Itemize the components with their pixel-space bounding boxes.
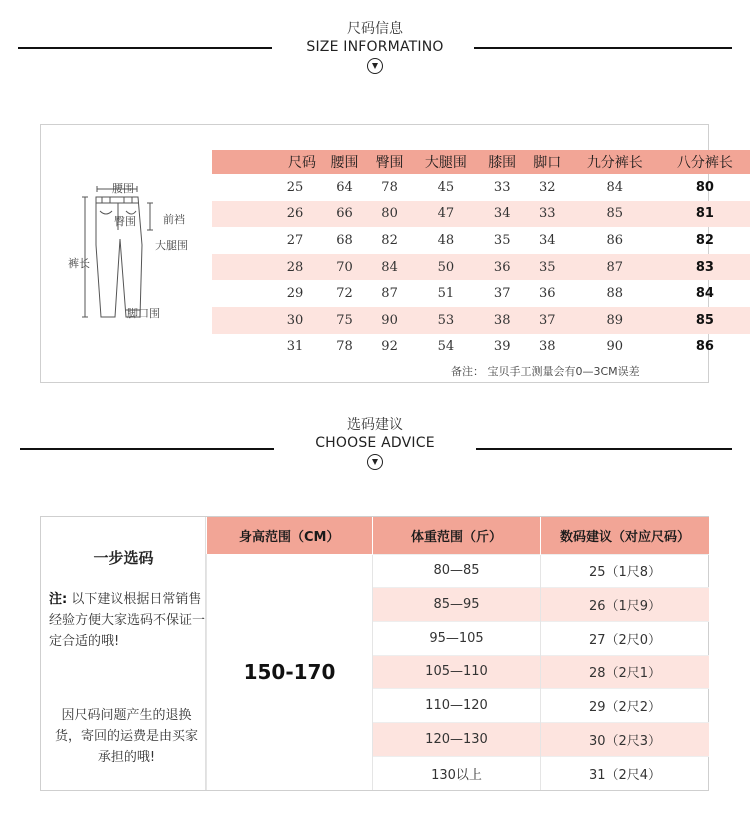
header-eighth-length: 八分裤长	[660, 150, 750, 174]
table-cell: 50	[412, 254, 480, 281]
hem-label: 脚口围	[127, 307, 160, 320]
table-cell: 48	[437, 232, 455, 248]
height-range-cell: 150-170	[207, 554, 373, 790]
size-advice-cell: 26（1尺9）	[541, 588, 710, 622]
table-cell: 81	[660, 201, 750, 228]
hip-label: 臀围	[114, 215, 136, 228]
size-table-header-row	[212, 150, 750, 174]
header-weight-range: 体重范围（斤）	[373, 517, 541, 554]
rise-label: 前裆	[163, 213, 185, 226]
advice-note	[49, 589, 209, 652]
advice-table	[206, 517, 709, 790]
weight-cell: 85—95	[373, 588, 541, 622]
table-row	[212, 334, 750, 361]
table-cell: 37	[525, 307, 570, 334]
header-size-advice: 数码建议（对应尺码）	[541, 517, 710, 554]
header-ninth-length: 九分裤长	[570, 150, 660, 174]
choose-advice-heading	[0, 416, 750, 474]
table-cell: 72	[336, 286, 353, 302]
table-cell: 35	[493, 232, 511, 248]
size-advice-cell: 29（2尺2）	[541, 689, 710, 723]
table-row	[207, 554, 710, 588]
table-row	[212, 201, 750, 228]
table-row	[212, 307, 750, 334]
size-advice-panel	[40, 516, 709, 791]
note-text: 以下建议根据日常销售经验方便大家选码不保证一定合适的哦!	[49, 592, 206, 649]
size-cell: 25	[286, 179, 304, 195]
chevron-down-icon	[367, 454, 383, 470]
table-cell: 37	[493, 286, 511, 302]
size-cell: 26	[212, 201, 322, 228]
left-rule	[20, 448, 274, 450]
right-rule	[476, 448, 732, 450]
table-cell: 33	[525, 201, 570, 228]
table-cell: 84	[606, 179, 624, 195]
size-cell: 29	[286, 286, 304, 302]
size-cell: 28	[212, 254, 322, 281]
table-row	[212, 227, 750, 254]
table-cell: 64	[336, 179, 353, 195]
weight-cell: 95—105	[373, 621, 541, 655]
table-cell: 84	[695, 286, 714, 302]
table-cell: 86	[606, 232, 624, 248]
size-info-heading	[0, 20, 750, 78]
size-cell: 31	[286, 339, 304, 355]
table-cell: 38	[480, 307, 525, 334]
size-info-title-cn: 尺码信息	[347, 21, 403, 37]
table-cell: 78	[336, 339, 353, 355]
size-cell: 30	[212, 307, 322, 334]
table-cell: 68	[336, 232, 353, 248]
table-cell: 70	[322, 254, 367, 281]
table-cell: 92	[381, 339, 398, 355]
weight-cell: 105—110	[373, 655, 541, 689]
header-hip: 臀围	[367, 150, 412, 174]
advice-header-row	[207, 517, 710, 554]
return-shipping-note: 因尺码问题产生的退换货，寄回的运费是由买家承担的哦!	[54, 708, 198, 765]
header-height-range: 身高范围（CM）	[207, 517, 373, 554]
size-advice-cell: 27（2尺0）	[541, 621, 710, 655]
table-cell: 75	[322, 307, 367, 334]
table-cell: 38	[538, 339, 556, 355]
table-cell: 86	[695, 339, 714, 355]
length-label: 裤长	[68, 257, 90, 270]
header-size: 尺码	[212, 150, 322, 174]
size-advice-cell: 31（2尺4）	[541, 756, 710, 790]
size-info-title-en: SIZE INFORMATINO	[306, 39, 444, 55]
table-cell: 82	[695, 232, 714, 248]
header-knee: 膝围	[480, 150, 525, 174]
chevron-down-icon	[367, 58, 383, 74]
table-cell: 32	[538, 179, 556, 195]
size-advice-cell: 25（1尺8）	[541, 554, 710, 588]
advice-title-en: CHOOSE ADVICE	[315, 435, 435, 451]
size-advice-cell: 28（2尺1）	[541, 655, 710, 689]
table-cell: 54	[437, 339, 455, 355]
header-thigh: 大腿围	[412, 150, 480, 174]
table-cell: 35	[525, 254, 570, 281]
table-row	[212, 174, 750, 201]
thigh-label: 大腿围	[155, 239, 188, 252]
weight-cell: 130以上	[373, 756, 541, 790]
table-cell: 36	[480, 254, 525, 281]
table-cell: 33	[493, 179, 511, 195]
table-cell: 78	[381, 179, 398, 195]
table-cell: 66	[322, 201, 367, 228]
table-cell: 34	[480, 201, 525, 228]
waist-label: 腰围	[112, 182, 134, 195]
advice-title: 一步选码	[93, 549, 154, 567]
pants-diagram	[60, 175, 200, 335]
table-cell: 85	[570, 201, 660, 228]
table-cell: 90	[367, 307, 412, 334]
weight-cell: 80—85	[373, 554, 541, 588]
size-advice-cell: 30（2尺3）	[541, 722, 710, 756]
advice-notes-column	[41, 517, 206, 790]
weight-cell: 120—130	[373, 722, 541, 756]
table-cell: 87	[381, 286, 398, 302]
size-table	[212, 150, 750, 360]
header-hem: 脚口	[525, 150, 570, 174]
left-rule	[18, 47, 272, 49]
table-cell: 90	[606, 339, 624, 355]
table-cell: 88	[606, 286, 624, 302]
table-cell: 34	[538, 232, 556, 248]
size-cell: 27	[286, 232, 304, 248]
advice-title-cn: 选码建议	[347, 417, 403, 433]
table-row	[212, 254, 750, 281]
table-cell: 51	[437, 286, 455, 302]
right-rule	[474, 47, 732, 49]
table-cell: 85	[660, 307, 750, 334]
table-cell: 89	[570, 307, 660, 334]
table-row	[212, 280, 750, 307]
header-waist: 腰围	[322, 150, 367, 174]
table-cell: 47	[412, 201, 480, 228]
table-cell: 84	[367, 254, 412, 281]
table-cell: 39	[493, 339, 511, 355]
table-cell: 83	[660, 254, 750, 281]
table-cell: 87	[570, 254, 660, 281]
table-cell: 82	[381, 232, 398, 248]
measurement-note: 备注： 宝贝手工测量会有0—3CM误差	[451, 365, 640, 378]
note-label: 注:	[49, 592, 68, 607]
table-cell: 45	[437, 179, 455, 195]
table-cell: 36	[538, 286, 556, 302]
weight-cell: 110—120	[373, 689, 541, 723]
table-cell: 80	[367, 201, 412, 228]
table-cell: 80	[695, 179, 714, 195]
table-cell: 53	[412, 307, 480, 334]
